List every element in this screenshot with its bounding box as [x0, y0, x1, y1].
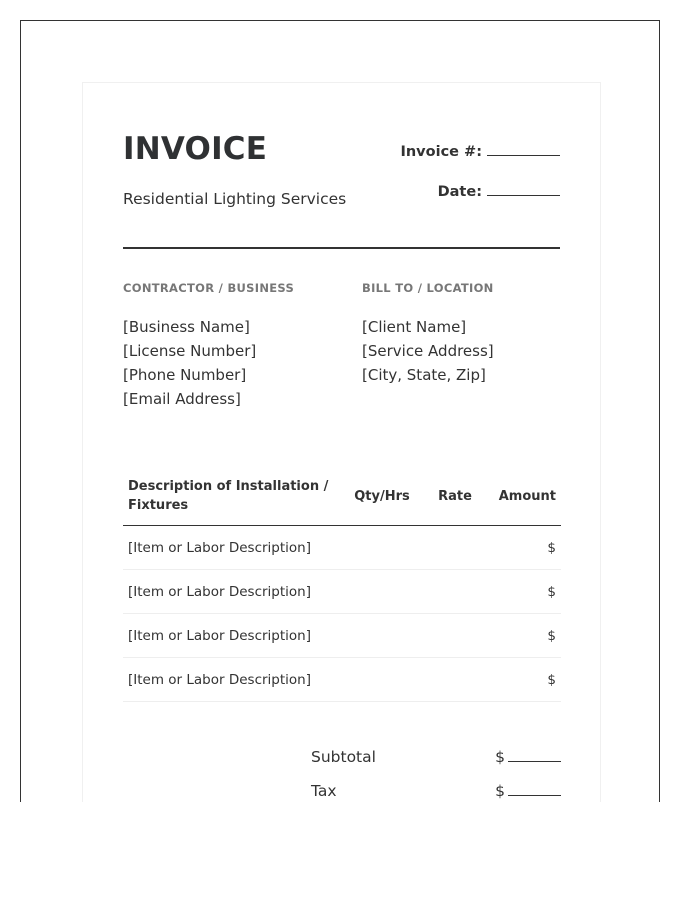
subtotal-label: Subtotal [311, 748, 376, 766]
row-qty [341, 614, 423, 658]
row-qty [341, 526, 423, 570]
row-rate [423, 614, 487, 658]
header-divider [123, 247, 560, 249]
tax-value [495, 782, 561, 800]
column-header-rate: Rate [423, 467, 487, 526]
invoice-date-blank [487, 183, 560, 196]
contractor-phone-number: [Phone Number] [123, 366, 247, 384]
subtotal-value [495, 748, 561, 766]
invoice-date-field [438, 183, 560, 200]
column-header-description: Description of Installation / Fixtures [123, 467, 341, 526]
bill-to-section [362, 281, 582, 387]
bill-to-service-address: [Service Address] [362, 342, 494, 360]
row-qty [341, 570, 423, 614]
row-rate [423, 658, 487, 702]
table-row [123, 658, 561, 702]
contractor-license-number: [License Number] [123, 342, 257, 360]
invoice-date-label: Date: [437, 184, 482, 200]
row-rate [423, 570, 487, 614]
subtotal-blank [508, 749, 561, 762]
column-header-amount: Amount [487, 467, 561, 526]
table-row [123, 570, 561, 614]
document-frame [20, 20, 660, 802]
row-description: [Item or Labor Description] [123, 570, 341, 614]
bill-to-client-name: [Client Name] [362, 318, 467, 336]
table-row [123, 614, 561, 658]
row-description: [Item or Labor Description] [123, 526, 341, 570]
row-amount: $ [487, 614, 561, 658]
row-description: [Item or Labor Description] [123, 614, 341, 658]
tax-blank [508, 783, 561, 796]
row-description: [Item or Labor Description] [123, 658, 341, 702]
table-row [123, 526, 561, 570]
invoice-page [82, 82, 601, 802]
invoice-number-field [400, 143, 560, 160]
row-qty [341, 658, 423, 702]
contractor-email-address: [Email Address] [123, 390, 241, 408]
invoice-number-label: Invoice #: [400, 144, 482, 160]
bill-to-city-state-zip: [City, State, Zip] [362, 366, 486, 384]
invoice-subtitle: Residential Lighting Services [123, 190, 347, 208]
invoice-number-blank [487, 143, 560, 156]
row-amount: $ [487, 658, 561, 702]
subtotal-currency: $ [495, 748, 505, 766]
tax-label: Tax [311, 782, 337, 800]
invoice-title: INVOICE [123, 131, 268, 167]
tax-currency: $ [495, 782, 505, 800]
contractor-business-name: [Business Name] [123, 318, 250, 336]
line-items-table [123, 467, 561, 702]
contractor-section [123, 281, 343, 411]
column-header-qty: Qty/Hrs [341, 467, 423, 526]
row-amount: $ [487, 526, 561, 570]
contractor-heading: CONTRACTOR / BUSINESS [123, 281, 295, 295]
table-header-row [123, 467, 561, 526]
row-amount: $ [487, 570, 561, 614]
row-rate [423, 526, 487, 570]
bill-to-heading: BILL TO / LOCATION [362, 281, 494, 295]
